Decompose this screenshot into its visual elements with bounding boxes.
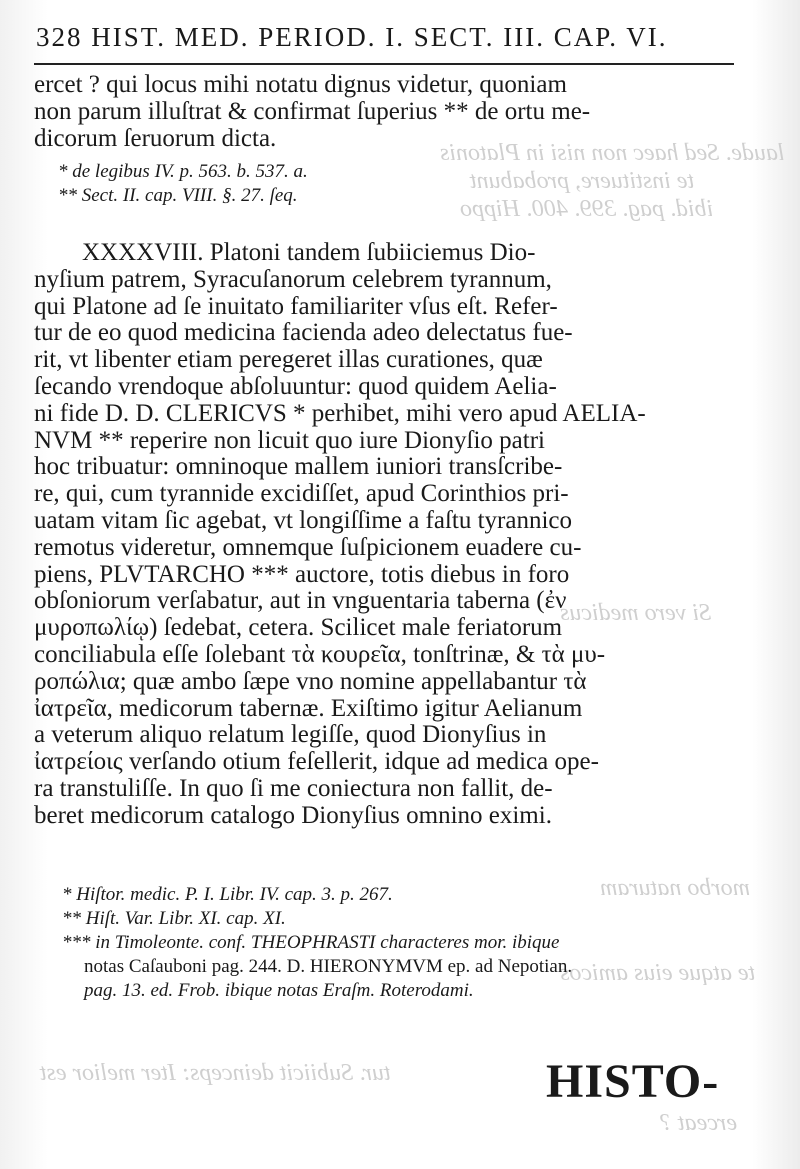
running-title: HIST. MED. PERIOD. I. SECT. III. CAP. VI. xyxy=(91,22,668,52)
text-line: piens, PLVTARCHO *** auctore, totis diebus in foro xyxy=(34,561,570,588)
bleed-through-line: te instituere, probabunt xyxy=(470,168,695,194)
bleed-through-line: laude. Sed haec non nisi in Platonis xyxy=(440,140,785,166)
text-line: hoc tribuatur: omninoque mallem iuniori transſcribe- xyxy=(34,454,563,481)
footnote: * de legibus IV. p. 563. b. 537. a. xyxy=(58,161,308,182)
footnote: * Hiſtor. medic. P. I. Libr. IV. cap. 3. p. 267. xyxy=(62,884,393,905)
text-line: ni fide D. D. CLERICVS * perhibet, mihi vero apud AELIA- xyxy=(34,400,646,427)
text-line: ροπώλια; quæ ambo ſæpe vno nomine appellabantur τὰ xyxy=(34,668,587,695)
text-line: ἰατρεῖα, medicorum tabernæ. Exiſtimo igitur Aelianum xyxy=(34,695,583,722)
text-line: μυροπωλίῳ) ſedebat, cetera. Scilicet male feriatorum xyxy=(34,615,563,642)
text-line: obſoniorum verſabatur, aut in vnguentaria taberna (ἐν xyxy=(34,588,567,615)
footnote: ** Sect. II. cap. VIII. §. 27. ſeq. xyxy=(58,185,298,206)
text-line: re, qui, cum tyrannide excidiſſet, apud Corinthios pri- xyxy=(34,481,569,508)
paragraph-continued xyxy=(34,72,742,152)
page-number: 328 xyxy=(36,22,83,52)
text-line: qui Platone ad ſe inuitato familiariter vſus eſt. Refer- xyxy=(34,293,558,320)
header-rule xyxy=(34,63,734,65)
text-line: uatam vitam ſic agebat, vt longiſſime a faſtu tyrannico xyxy=(34,507,573,534)
text-line: nyſium patrem, Syracuſanorum celebrem tyrannum, xyxy=(34,266,552,293)
text-line: beret medicorum catalogo Dionyſius omnino eximi. xyxy=(34,802,552,829)
text-line: tur de eo quod medicina facienda adeo delectatus fue- xyxy=(34,320,573,347)
section-xxxxviii xyxy=(34,240,742,830)
bleed-through-line: Si vero medicus xyxy=(560,600,712,626)
bleed-through-line: morbo naturam xyxy=(600,875,751,901)
bleed-through-line: te atque eius amicos xyxy=(560,960,756,986)
text-line: remotus videretur, omnemque ſuſpicionem euadere cu- xyxy=(34,534,582,561)
footnote: ** Hiſt. Var. Libr. XI. cap. XI. xyxy=(62,908,286,929)
text-line: conciliabula eſſe ſolebant τὰ κουρεῖα, tonſtrinæ, & τὰ μυ- xyxy=(34,641,606,668)
footnote: *** in Timoleonte. conf. THEOPHRASTI characteres mor. ibique xyxy=(62,932,560,953)
text-line: ra transtuliſſe. In quo ſi me coniectura non fallit, de- xyxy=(34,775,553,802)
text-line: rit, vt libenter etiam peregeret illas curationes, quæ xyxy=(34,347,543,374)
catchword: HISTO- xyxy=(546,1055,720,1108)
running-header xyxy=(36,22,736,53)
bleed-through-line: ibid. pag. 399. 400. Hippo xyxy=(460,196,714,222)
text-line: XXXXVIII. Platoni tandem ſubiiciemus Dio- xyxy=(82,240,536,266)
footnotes-top xyxy=(58,160,738,208)
text-line: NVM ** reperire non licuit quo iure Dionyſio patri xyxy=(34,427,545,454)
text-line: non parum illuſtrat & confirmat ſuperius ** de ortu me- xyxy=(34,98,591,125)
footnote: pag. 13. ed. Frob. ibique notas Eraſm. Roterodami. xyxy=(84,980,474,1001)
footnote: notas Caſauboni pag. 244. D. HIERONYMVM ep. ad Nepotian. xyxy=(84,956,573,977)
footnotes-bottom xyxy=(62,883,742,1003)
text-line: ſecando vrendoque abſoluuntur: quod quidem Aelia- xyxy=(34,373,557,400)
text-line: ercet ? qui locus mihi notatu dignus videtur, quoniam xyxy=(34,72,567,98)
text-line: dicorum ſeruorum dicta. xyxy=(34,125,277,152)
bleed-through-line: erceat ? xyxy=(660,1110,738,1136)
text-line: a veterum aliquo relatum legiſſe, quod Dionyſius in xyxy=(34,722,547,749)
text-line: ἰατρείοις verſando otium feſellerit, idque ad medica ope- xyxy=(34,749,599,776)
bleed-through-line: tur. Subiicit deinceps: Iter melior est xyxy=(40,1060,391,1086)
